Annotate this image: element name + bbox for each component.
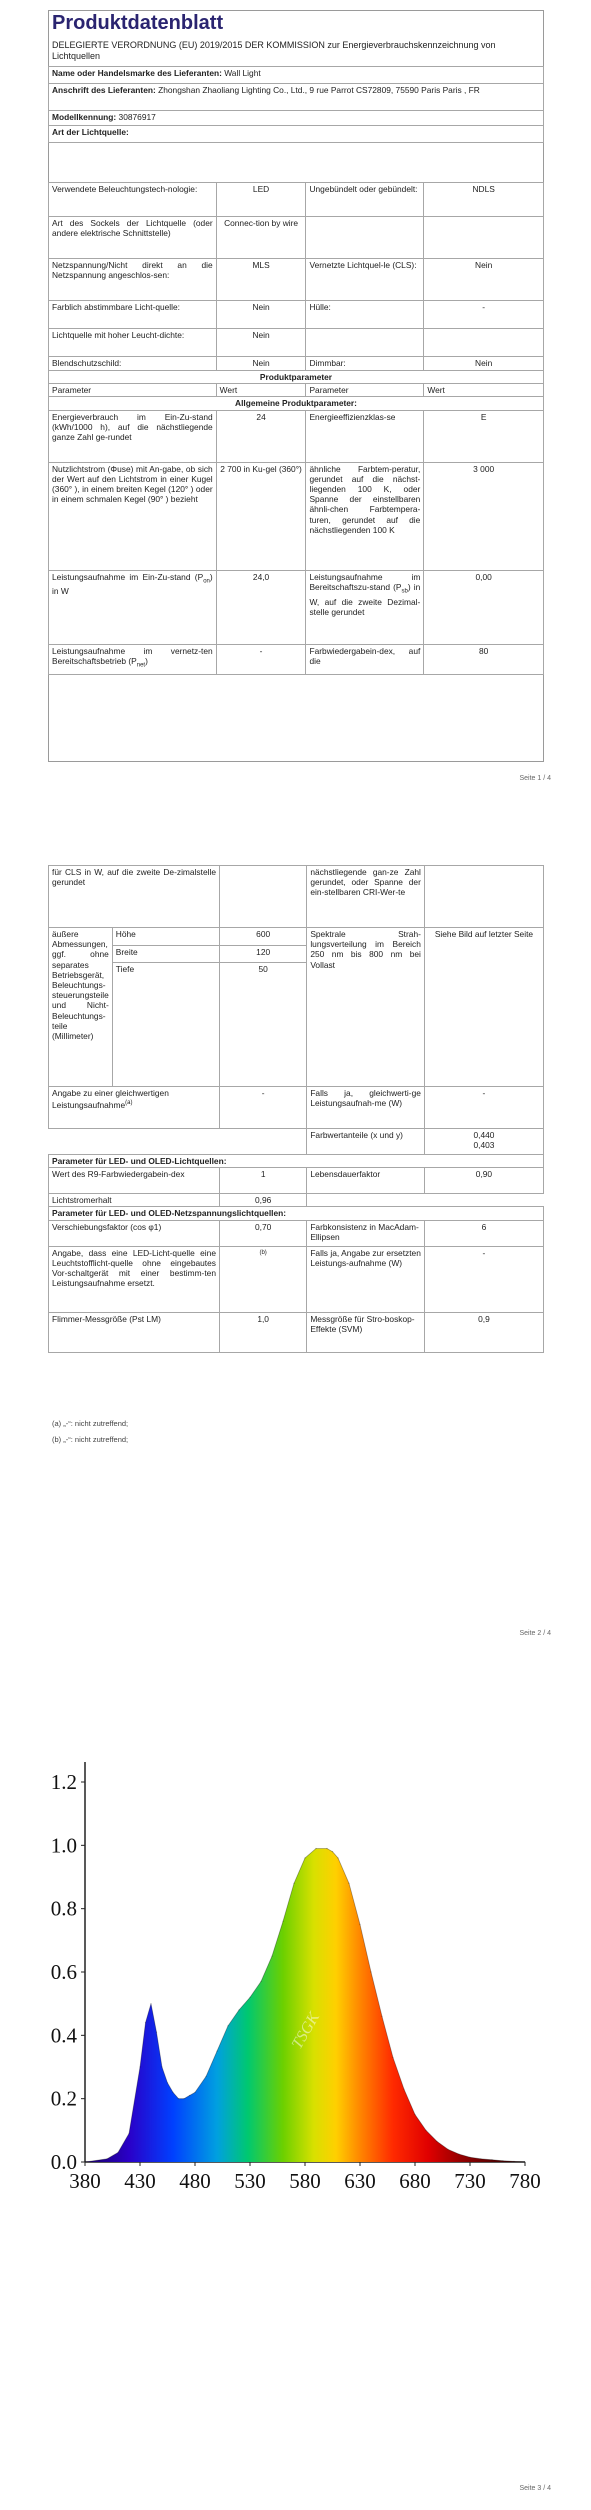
model-label: Modellkennung: — [52, 112, 117, 122]
page-number: Seite 3 / 4 — [519, 2485, 551, 2492]
table-row: Netzspannung/Nicht direkt an die Netzspannung angeschlos-sen: MLS Vernetzte Lichtquel-le (CLS): Nein — [49, 259, 544, 301]
product-params-header: Produktparameter — [49, 371, 544, 384]
table-row: Leistungsaufnahme im Ein-Zu-stand $(P_{on})$ in W 24,0 Leistungsaufnahme im Bereitschaftszu-stand $(P_{sb})$ in W, auf die zweite Dezimal-stelle gerundet 0,00 — [49, 570, 544, 644]
table-row: Art des Sockels der Lichtquelle (oder andere elektrische Schnittstelle) Connec-tion by wire — [49, 217, 544, 259]
light-source-type-header: Art der Lichtquelle: — [52, 127, 129, 137]
dimensions-row: äußere Abmessungen, ggf. ohne separates Betriebsgerät, Beleuchtungs-steuerungsteile und Nicht-Beleuchtungs-teile (Millimeter) Höhe 600 Spektrale Strah-lungsverteilung im Bereich 250 nm bis 800 nm bei Vollast Siehe Bild auf letzter Seite — [49, 928, 544, 946]
data-point — [161, 2066, 162, 2067]
data-point — [480, 2158, 481, 2159]
data-point — [117, 2152, 118, 2153]
data-point — [150, 2003, 151, 2004]
watermark-text: TSGK — [288, 2009, 324, 2052]
continued-params-table — [48, 865, 544, 1353]
data-point — [425, 2130, 426, 2131]
data-point — [359, 1924, 360, 1925]
y-tick-label: 0.6 — [50, 1960, 77, 1984]
x-tick-label: 380 — [69, 2169, 101, 2193]
data-point — [326, 1848, 327, 1849]
table-row: Verschiebungsfaktor (cos φ1) 0,70 Farbkonsistenz in MacAdam-Ellipsen 6 — [49, 1220, 544, 1246]
data-point — [458, 2153, 459, 2154]
general-params-header: Allgemeine Produktparameter: — [49, 397, 544, 410]
data-point — [178, 2098, 179, 2099]
y-tick-label: 1.0 — [50, 1833, 77, 1858]
page-number: Seite 1 / 4 — [519, 775, 551, 782]
data-point — [260, 1981, 261, 1982]
x-tick-label: 730 — [454, 2169, 486, 2193]
dimensions-row: Breite 120 — [49, 945, 544, 963]
data-point — [403, 2089, 404, 2090]
table-row: Angabe, dass eine LED-Licht-quelle eine Leuchtstofflicht-quelle ohne eingebautes Vor-schaltgerät mit einer bestimm-ten Leistungsaufnahme ersetzt. $^{(b)}$ Falls ja, Angabe zur ersetzten Leistungs-aufnahme (W) - — [49, 1246, 544, 1312]
footnote-b: (b) „-“: nicht zutreffend; — [52, 1435, 129, 1444]
table-row: Angabe zu einer gleichwertigen Leistungsaufnahme$^{(a)}$ - Falls ja, gleichwerti-ge Leistungsaufnah-me (W) - — [49, 1087, 544, 1129]
data-point — [156, 2032, 157, 2033]
data-point — [167, 2082, 168, 2083]
data-point — [128, 2133, 129, 2134]
data-point — [469, 2157, 470, 2158]
data-point — [139, 2066, 140, 2067]
table-row: Flimmer-Messgröße (Pst LM) 1,0 Messgröße für Stro-boskop-Effekte (SVM) 0,9 — [49, 1312, 544, 1352]
address-label: Anschrift des Lieferanten: — [52, 85, 156, 95]
data-point — [381, 2016, 382, 2017]
table-row: Wert des R9-Farbwiedergabein-dex 1 Lebensdauerfaktor 0,90 — [49, 1168, 544, 1194]
footnote-a: (a) „-“: nicht zutreffend; — [52, 1419, 129, 1428]
data-point — [370, 1971, 371, 1972]
data-point — [392, 2057, 393, 2058]
table-row: Blendschutzschild: Nein Dimmbar: Nein — [49, 357, 544, 371]
data-point — [282, 1921, 283, 1922]
data-point — [304, 1857, 305, 1858]
data-point — [216, 2051, 217, 2052]
x-tick-label: 530 — [234, 2169, 266, 2193]
data-point — [436, 2141, 437, 2142]
x-tick-label: 780 — [509, 2169, 541, 2193]
data-point — [414, 2114, 415, 2115]
data-point — [293, 1883, 294, 1884]
table-row: Farbwertanteile (x und y) 0,440 0,403 — [49, 1129, 544, 1155]
data-point — [502, 2160, 503, 2161]
regulation-text: DELEGIERTE VERORDNUNG (EU) 2019/2015 DER KOMMISSION zur Energieverbrauchskennzeichnung von Lichtquellen — [52, 40, 496, 61]
table-row: Lichtquelle mit hoher Leucht-dichte: Nein — [49, 329, 544, 357]
table-row: Energieverbrauch im Ein-Zu-stand (kWh/1000 h), auf die nächstliegende ganze Zahl ge-rundet 24 Energieeffizienzklas-se E — [49, 410, 544, 462]
data-point — [348, 1883, 349, 1884]
data-point — [315, 1848, 316, 1849]
data-point — [189, 2095, 190, 2096]
data-point — [183, 2098, 184, 2099]
model-value: 30876917 — [118, 112, 156, 122]
table-row: Nutzlichtstrom (Φuse) mit An-gabe, ob sich der Wert auf den Lichtstrom in einer Kugel (360° ), in einem breiten Kegel (120° ) oder in einem schmalen Kegel (90° ) bezieht 2 700 in Ku-gel (360°) ähnliche Farbtem-peratur, gerundet auf die nächst-liegenden 100 K, oder Spanne der einstellbaren ähnli-chen Farbtempera-turen, gerundet auf die nächstliegenden 100 K 3 000 — [49, 462, 544, 570]
table-row: Verwendete Beleuchtungstech-nologie: LED Ungebündelt oder gebündelt: NDLS — [49, 183, 544, 217]
page-number: Seite 2 / 4 — [519, 1630, 551, 1637]
data-point — [227, 2025, 228, 2026]
data-point — [447, 2149, 448, 2150]
y-tick-label: 1.2 — [50, 1770, 77, 1794]
data-point — [106, 2158, 107, 2159]
spectral-distribution-chart — [0, 1740, 591, 2240]
data-point — [172, 2092, 173, 2093]
supplier-label: Name oder Handelsmarke des Lieferanten: — [52, 68, 222, 78]
x-tick-label: 480 — [179, 2169, 211, 2193]
data-point — [145, 2022, 146, 2023]
y-tick-label: 0.4 — [50, 2023, 77, 2048]
y-tick-label: 0.2 — [50, 2086, 77, 2111]
data-point — [205, 2076, 206, 2077]
x-tick-label: 430 — [124, 2169, 156, 2193]
watermark-text: TSGK — [458, 1999, 494, 2042]
table-row: Farblich abstimmbare Licht-quelle: Nein Hülle: - — [49, 301, 544, 329]
page-1 — [0, 0, 591, 790]
table-row: Leistungsaufnahme im vernetz-ten Bereitschaftsbetrieb $(P_{net})$ - Farbwiedergabein-dex, auf die 80 — [49, 644, 544, 674]
light-source-table — [48, 182, 544, 675]
y-tick-label: 0.8 — [50, 1896, 77, 1921]
led-params-header: Parameter für LED- und OLED-Lichtquellen: — [49, 1155, 544, 1168]
supplier-value: Wall Light — [224, 68, 261, 78]
x-tick-label: 680 — [399, 2169, 431, 2193]
data-point — [337, 1857, 338, 1858]
table-row: Lichtstromerhalt 0,96 — [49, 1194, 544, 1207]
data-point — [513, 2161, 514, 2162]
data-point — [271, 1956, 272, 1957]
table-row: für CLS in W, auf die zweite De-zimalstelle gerundet nächstliegende gan-ze Zahl gerundet, oder Spanne der ein-stellbaren CRI-Wer-te — [49, 866, 544, 928]
address-value: Zhongshan Zhaoliang Lighting Co., Ltd., 9 rue Parrot CS72809, 75590 Paris Paris , FR — [158, 85, 480, 95]
page-3 — [0, 1740, 591, 2510]
data-point — [249, 1997, 250, 1998]
x-tick-label: 580 — [289, 2169, 321, 2193]
data-point — [238, 2009, 239, 2010]
page-2 — [0, 860, 591, 1660]
watermark-text: TSGK — [178, 1999, 214, 2042]
data-point — [332, 1851, 333, 1852]
net-params-header: Parameter für LED- und OLED-Netzspannungslichtquellen: — [49, 1207, 544, 1220]
column-header-row: Parameter Wert Parameter Wert — [49, 384, 544, 397]
x-tick-label: 630 — [344, 2169, 376, 2193]
dimensions-row: Tiefe 50 — [49, 963, 544, 1087]
y-tick-label: 0.0 — [50, 2150, 77, 2174]
supplier-table — [48, 66, 544, 143]
data-point — [491, 2159, 492, 2160]
document-title: Produktdatenblatt — [52, 12, 224, 34]
data-point — [194, 2092, 195, 2093]
